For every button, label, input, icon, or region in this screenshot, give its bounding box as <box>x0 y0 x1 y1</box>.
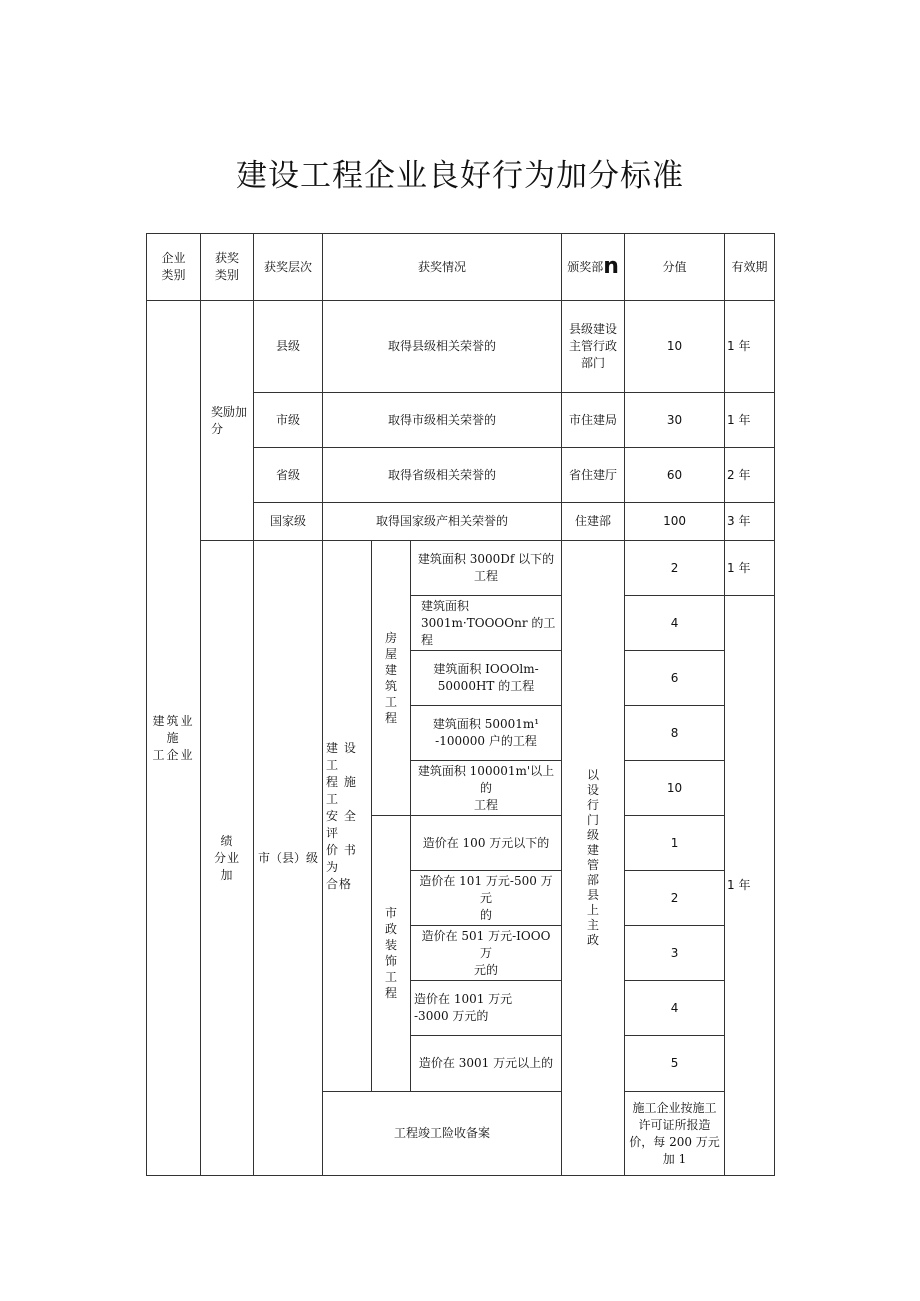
table-row <box>147 301 775 393</box>
score-cell: 8 <box>625 706 725 761</box>
work-detail-cell: 造价在 3001 万元以上的 <box>411 1036 562 1092</box>
score-cell: 4 <box>625 596 725 651</box>
performance-issuer-cell: 以 设 行 门 级 建 管 部 县 上 主 政 <box>562 541 625 1176</box>
work-detail-cell: 建筑面积 IOOOlm- 50000HT 的工程 <box>411 651 562 706</box>
safety-cert-cell: 建 设 工 程 施 工 安 全 评 价 书 为 合格 <box>323 541 372 1092</box>
score-cell: 5 <box>625 1036 725 1092</box>
completion-score-cell: 施工企业按施工 许可证所报造 价，每 200 万元 加 1 <box>625 1092 725 1176</box>
enterprise-category-cell: 建筑业施 工企业 <box>147 301 201 1176</box>
award-level-cell: 县级 <box>254 301 323 393</box>
work-detail-cell: 建筑面积 3000Df 以下的 工程 <box>411 541 562 596</box>
validity-cell: 1 年 <box>725 541 775 596</box>
work-detail-cell: 建筑面积 100001m'以上的 工程 <box>411 761 562 816</box>
score-cell: 100 <box>625 503 725 541</box>
score-cell: 2 <box>625 871 725 926</box>
validity-cell: 1 年 <box>725 301 775 393</box>
header-award-type: 获奖 类别 <box>201 234 254 301</box>
performance-category-cell: 绩 分业 加 <box>201 541 254 1176</box>
header-score: 分值 <box>625 234 725 301</box>
score-cell: 10 <box>625 301 725 393</box>
housing-category-cell: 房屋建筑工程 <box>372 541 411 816</box>
award-detail-cell: 取得县级相关荣誉的 <box>323 301 562 393</box>
award-detail-cell: 取得省级相关荣誉的 <box>323 448 562 503</box>
issuer-cell: 省住建厅 <box>562 448 625 503</box>
work-detail-cell: 造价在 1001 万元 -3000 万元的 <box>411 981 562 1036</box>
work-detail-cell: 造价在 501 万元-IOOO 万 元的 <box>411 926 562 981</box>
header-validity: 有效期 <box>725 234 775 301</box>
issuer-cell: 住建部 <box>562 503 625 541</box>
work-detail-cell: 造价在 101 万元-500 万元 的 <box>411 871 562 926</box>
header-award-level: 获奖层次 <box>254 234 323 301</box>
score-cell: 3 <box>625 926 725 981</box>
issuer-cell: 县级建设 主管行政 部门 <box>562 301 625 393</box>
award-level-cell: 市级 <box>254 393 323 448</box>
page-title: 建设工程企业良好行为加分标准 <box>236 158 684 194</box>
validity-cell: 2 年 <box>725 448 775 503</box>
award-detail-cell: 取得市级相关荣誉的 <box>323 393 562 448</box>
scoring-table <box>146 233 775 1176</box>
award-detail-cell: 取得国家级产相关荣誉的 <box>323 503 562 541</box>
work-detail-cell: 建筑面积 3001m·TOOOOnr 的工 程 <box>411 596 562 651</box>
score-cell: 30 <box>625 393 725 448</box>
header-enterprise-type: 企业 类别 <box>147 234 201 301</box>
score-cell: 10 <box>625 761 725 816</box>
work-detail-cell: 造价在 100 万元以下的 <box>411 816 562 871</box>
score-cell: 6 <box>625 651 725 706</box>
performance-level-cell: 市（县）级 <box>254 541 323 1176</box>
completion-detail-cell: 工程竣工险收备案 <box>323 1092 562 1176</box>
score-cell: 4 <box>625 981 725 1036</box>
header-issuer: 颁奖部n <box>562 234 625 301</box>
work-detail-cell: 建筑面积 50001m¹ -100000 户的工程 <box>411 706 562 761</box>
issuer-cell: 市住建局 <box>562 393 625 448</box>
validity-cell: 1 年 <box>725 393 775 448</box>
score-cell: 1 <box>625 816 725 871</box>
table-row <box>147 541 775 596</box>
municipal-category-cell: 市政装饰工程 <box>372 816 411 1092</box>
header-award-detail: 获奖情况 <box>323 234 562 301</box>
award-level-cell: 国家级 <box>254 503 323 541</box>
bonus-category-cell: 奖励加 分 <box>201 301 254 541</box>
award-level-cell: 省级 <box>254 448 323 503</box>
score-cell: 2 <box>625 541 725 596</box>
header-row <box>147 234 775 301</box>
score-cell: 60 <box>625 448 725 503</box>
validity-cell: 3 年 <box>725 503 775 541</box>
performance-validity-cell: 1 年 <box>725 596 775 1176</box>
